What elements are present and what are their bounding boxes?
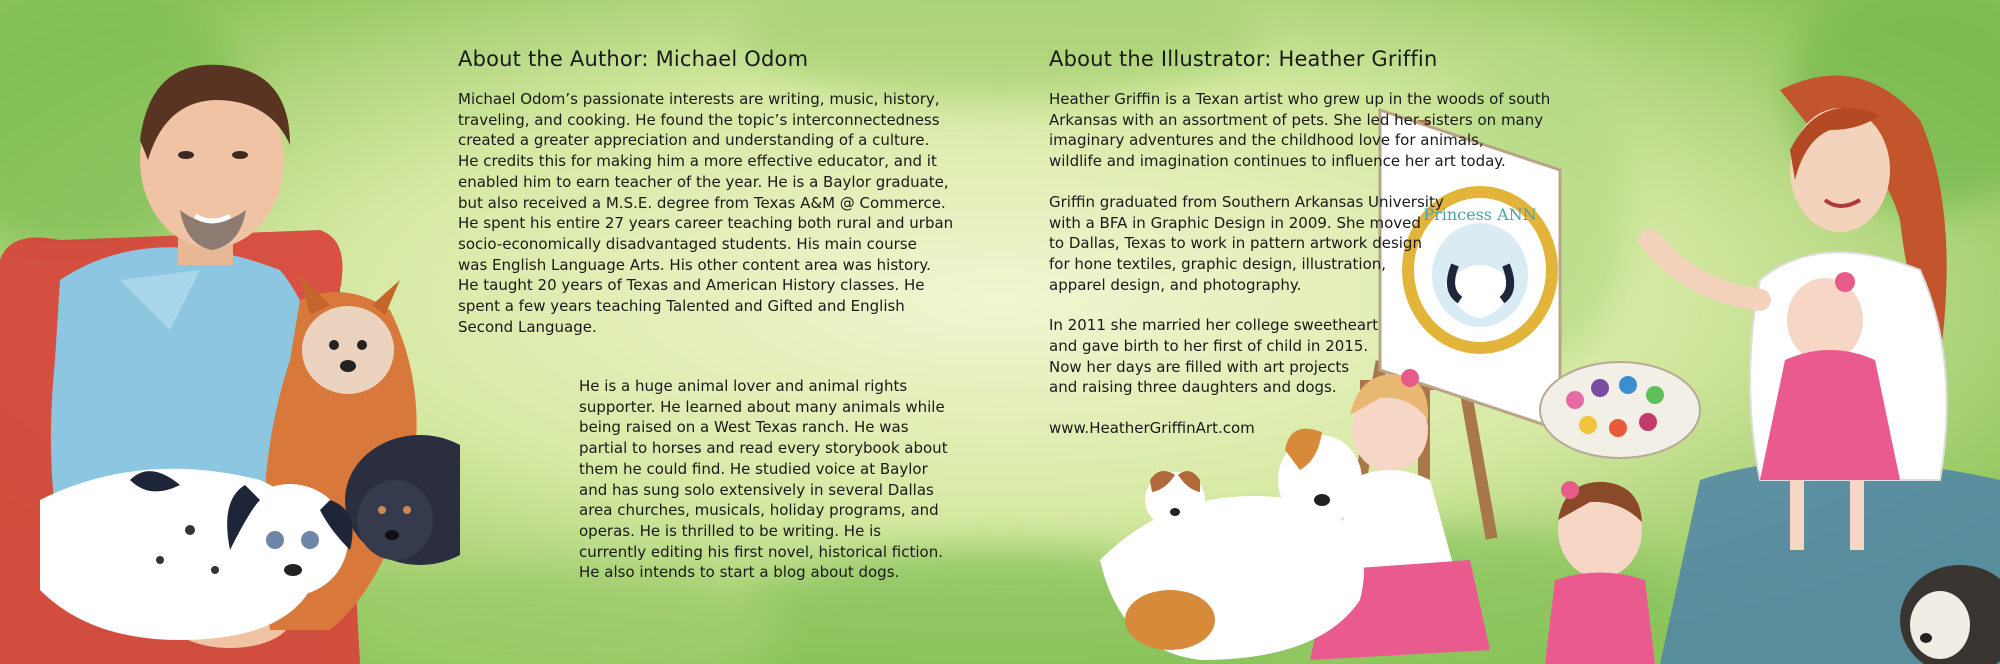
- author-illustration: [0, 30, 460, 664]
- baby-foreground: [1545, 481, 1655, 664]
- illustrator-website[interactable]: www.HeatherGriffinArt.com: [1049, 419, 1255, 438]
- author-section: [458, 47, 978, 337]
- author-bio-paragraph-1: Michael Odom’s passionate interests are writing, music, history, traveling, and cooking. He found the topic’s interconnectedness created a greater appreciation and understanding of a culture. He credits this for making him a more effective educator, and it enabled him to earn teacher of the year. He is a Baylor graduate, but also received a M.S.E. degree from Texas A&M @ Commerce. He spent his entire 27 years career teaching both rural and urban socio-economically disadvantaged students. His main course was English Language Arts. His other content area was history. He taught 20 years of Texas and American History classes. He spent a few years teaching Talented and Gifted and English Second Language.: [458, 90, 954, 336]
- illustrator-bio-paragraph-3: In 2011 she married her college sweetheart and gave birth to her first of child in 2015. Now her days are filled with art projects and raising three daughters and dogs.: [1049, 316, 1379, 397]
- illustrator-section: [1049, 47, 1589, 439]
- author-section-continued: [579, 376, 999, 583]
- illustrator-heading: About the Illustrator: Heather Griffin: [1049, 47, 1438, 71]
- author-heading: About the Author: Michael Odom: [458, 47, 809, 71]
- author-bio-paragraph-2: He is a huge animal lover and animal rights supporter. He learned about many animals while being raised on a West Texas ranch. He was partial to horses and read every storybook about them he could find. He studied voice at Baylor and has sung solo extensively in several Dallas area churches, musicals, holiday programs, and operas. He is thrilled to be writing. He is currently editing his first novel, historical fiction. He also intends to start a blog about dogs.: [579, 377, 948, 582]
- white-orange-dog: [1100, 429, 1364, 660]
- illustrator-bio-paragraph-2: Griffin graduated from Southern Arkansas University with a BFA in Graphic Design in 2009. She moved to Dallas, Texas to work in pattern artwork design for hone textiles, graphic design, illustration, apparel design, and photography.: [1049, 192, 1444, 294]
- illustrator-bio-paragraph-1: Heather Griffin is a Texan artist who grew up in the woods of south Arkansas with an assortment of pets. She led her sisters on many imaginary adventures and the childhood love for animals, wildlife and imagination continues to influence her art today.: [1049, 90, 1551, 171]
- small-puppy: [1145, 471, 1205, 528]
- easel-sign: Princess ANN: [1423, 205, 1537, 224]
